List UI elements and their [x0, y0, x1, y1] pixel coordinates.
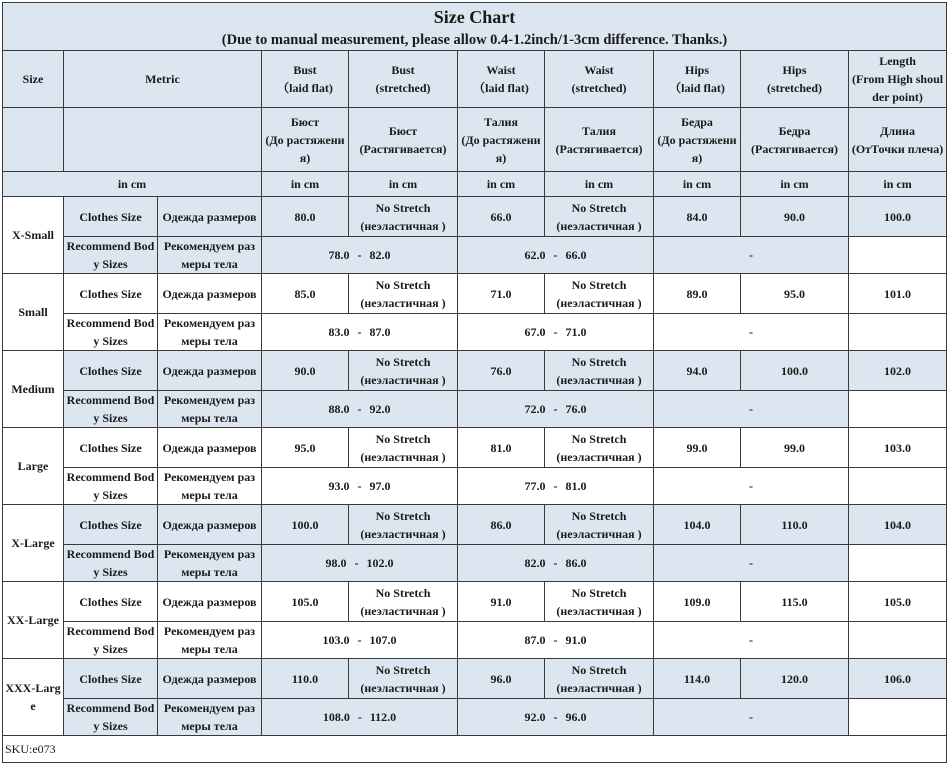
recommend-label-ru: Рекомендуем размеры тела	[158, 622, 262, 659]
header-ru-bust-stretched: Бюст (Растягивается)	[349, 108, 458, 172]
rec-bust-min: 98.0	[325, 556, 347, 570]
recommend-waist-range	[458, 622, 654, 659]
rec-waist-min: 67.0	[524, 325, 546, 339]
waist-flat-value: 66.0	[458, 197, 545, 237]
recommend-length-empty	[849, 545, 947, 582]
rec-waist-max: 96.0	[565, 710, 587, 724]
size-name: X-Large	[3, 505, 64, 582]
hips-flat-value: 99.0	[654, 428, 741, 468]
size-chart-table	[2, 2, 947, 763]
rec-waist-min: 92.0	[524, 710, 546, 724]
length-value: 102.0	[849, 351, 947, 391]
bust-no-stretch: No Stretch (неэластичная )	[349, 274, 458, 314]
bust-flat-value: 80.0	[262, 197, 349, 237]
header-ru-hips-stretched: Бедра (Растягивается)	[741, 108, 849, 172]
recommend-label: Recommend Body Sizes	[64, 622, 158, 659]
header-bust-stretched: Bust (stretched)	[349, 51, 458, 108]
recommend-length-empty	[849, 391, 947, 428]
sku-label: SKU:e073	[3, 736, 947, 763]
waist-no-stretch: No Stretch (неэластичная )	[545, 197, 654, 237]
recommend-label: Recommend Body Sizes	[64, 545, 158, 582]
header-hips-stretched: Hips (stretched)	[741, 51, 849, 108]
clothes-size-label: Clothes Size	[64, 351, 158, 391]
recommend-bust-range	[262, 699, 458, 736]
header-bust-flat: Bust （laid flat)	[262, 51, 349, 108]
unit-hips-stretched: in cm	[741, 172, 849, 197]
rec-waist-min: 82.0	[524, 556, 546, 570]
recommend-hips-dash: -	[654, 314, 849, 351]
clothes-size-label-ru: Одежда размеров	[158, 197, 262, 237]
header-hips-flat: Hips （laid flat)	[654, 51, 741, 108]
recommend-waist-range	[458, 314, 654, 351]
size-name: XXX-Large	[3, 659, 64, 736]
rec-bust-min: 93.0	[328, 479, 350, 493]
recommend-label: Recommend Body Sizes	[64, 468, 158, 505]
chart-subtitle: (Due to manual measurement, please allow 0.4-1.2inch/1-3cm difference. Thanks.)	[3, 30, 947, 51]
rec-waist-max: 91.0	[565, 633, 587, 647]
bust-no-stretch: No Stretch (неэластичная )	[349, 197, 458, 237]
rec-bust-min: 88.0	[328, 402, 350, 416]
recommend-bust-range	[262, 237, 458, 274]
recommend-label: Recommend Body Sizes	[64, 237, 158, 274]
rec-waist-min: 77.0	[524, 479, 546, 493]
header-ru-waist-flat: Талия (До растяжения)	[458, 108, 545, 172]
clothes-size-label-ru: Одежда размеров	[158, 428, 262, 468]
size-name: XX-Large	[3, 582, 64, 659]
range-dash: -	[553, 633, 558, 647]
length-value: 105.0	[849, 582, 947, 622]
recommend-hips-dash: -	[654, 468, 849, 505]
waist-no-stretch: No Stretch (неэластичная )	[545, 582, 654, 622]
recommend-waist-range	[458, 468, 654, 505]
recommend-label-ru: Рекомендуем размеры тела	[158, 545, 262, 582]
header-ru-hips-flat: Бедра (До растяжения)	[654, 108, 741, 172]
bust-no-stretch: No Stretch (неэластичная )	[349, 505, 458, 545]
bust-flat-value: 95.0	[262, 428, 349, 468]
waist-no-stretch: No Stretch (неэластичная )	[545, 351, 654, 391]
range-dash: -	[553, 479, 558, 493]
bust-flat-value: 105.0	[262, 582, 349, 622]
length-value: 106.0	[849, 659, 947, 699]
hips-stretched-value: 110.0	[741, 505, 849, 545]
recommend-bust-range	[262, 391, 458, 428]
range-dash: -	[553, 325, 558, 339]
bust-no-stretch: No Stretch (неэластичная )	[349, 428, 458, 468]
hips-stretched-value: 95.0	[741, 274, 849, 314]
range-dash: -	[357, 325, 362, 339]
rec-bust-min: 83.0	[328, 325, 350, 339]
bust-flat-value: 100.0	[262, 505, 349, 545]
bust-flat-value: 90.0	[262, 351, 349, 391]
rec-bust-max: 107.0	[369, 633, 397, 647]
recommend-label: Recommend Body Sizes	[64, 699, 158, 736]
length-value: 104.0	[849, 505, 947, 545]
rec-waist-max: 81.0	[565, 479, 587, 493]
recommend-waist-range	[458, 237, 654, 274]
hips-flat-value: 109.0	[654, 582, 741, 622]
header-ru-length: Длина (ОтТочки плеча)	[849, 108, 947, 172]
clothes-size-label: Clothes Size	[64, 274, 158, 314]
rec-bust-min: 103.0	[322, 633, 350, 647]
waist-flat-value: 96.0	[458, 659, 545, 699]
range-dash: -	[553, 710, 558, 724]
waist-no-stretch: No Stretch (неэластичная )	[545, 659, 654, 699]
length-value: 103.0	[849, 428, 947, 468]
unit-bust-flat: in cm	[262, 172, 349, 197]
unit-bust-stretched: in cm	[349, 172, 458, 197]
bust-no-stretch: No Stretch (неэластичная )	[349, 351, 458, 391]
hips-stretched-value: 100.0	[741, 351, 849, 391]
recommend-label-ru: Рекомендуем размеры тела	[158, 468, 262, 505]
range-dash: -	[354, 556, 359, 570]
waist-flat-value: 71.0	[458, 274, 545, 314]
rec-waist-max: 66.0	[565, 248, 587, 262]
header-size: Size	[3, 51, 64, 108]
hips-stretched-value: 120.0	[741, 659, 849, 699]
recommend-label-ru: Рекомендуем размеры тела	[158, 391, 262, 428]
recommend-hips-dash: -	[654, 699, 849, 736]
recommend-bust-range	[262, 468, 458, 505]
size-name: X-Small	[3, 197, 64, 274]
recommend-hips-dash: -	[654, 545, 849, 582]
rec-bust-max: 92.0	[369, 402, 391, 416]
range-dash: -	[357, 633, 362, 647]
hips-stretched-value: 115.0	[741, 582, 849, 622]
clothes-size-label: Clothes Size	[64, 582, 158, 622]
hips-flat-value: 104.0	[654, 505, 741, 545]
clothes-size-label-ru: Одежда размеров	[158, 274, 262, 314]
rec-waist-min: 72.0	[524, 402, 546, 416]
header-waist-flat: Waist （laid flat)	[458, 51, 545, 108]
clothes-size-label-ru: Одежда размеров	[158, 351, 262, 391]
hips-flat-value: 89.0	[654, 274, 741, 314]
waist-flat-value: 91.0	[458, 582, 545, 622]
length-value: 100.0	[849, 197, 947, 237]
recommend-label-ru: Рекомендуем размеры тела	[158, 237, 262, 274]
hips-stretched-value: 99.0	[741, 428, 849, 468]
header-ru-waist-stretched: Талия (Растягивается)	[545, 108, 654, 172]
header-waist-stretched: Waist (stretched)	[545, 51, 654, 108]
hips-flat-value: 114.0	[654, 659, 741, 699]
clothes-size-label: Clothes Size	[64, 197, 158, 237]
bust-flat-value: 85.0	[262, 274, 349, 314]
clothes-size-label: Clothes Size	[64, 659, 158, 699]
unit-metric: in cm	[3, 172, 262, 197]
header-ru-size-empty	[3, 108, 64, 172]
size-name: Large	[3, 428, 64, 505]
rec-bust-min: 108.0	[322, 710, 350, 724]
range-dash: -	[357, 248, 362, 262]
waist-flat-value: 86.0	[458, 505, 545, 545]
rec-waist-min: 62.0	[524, 248, 546, 262]
recommend-hips-dash: -	[654, 237, 849, 274]
recommend-label-ru: Рекомендуем размеры тела	[158, 314, 262, 351]
recommend-bust-range	[262, 545, 458, 582]
unit-waist-stretched: in cm	[545, 172, 654, 197]
recommend-length-empty	[849, 622, 947, 659]
recommend-bust-range	[262, 622, 458, 659]
recommend-bust-range	[262, 314, 458, 351]
range-dash: -	[553, 248, 558, 262]
rec-waist-min: 87.0	[524, 633, 546, 647]
recommend-length-empty	[849, 468, 947, 505]
clothes-size-label: Clothes Size	[64, 428, 158, 468]
unit-length: in cm	[849, 172, 947, 197]
clothes-size-label-ru: Одежда размеров	[158, 582, 262, 622]
header-metric: Metric	[64, 51, 262, 108]
recommend-hips-dash: -	[654, 391, 849, 428]
range-dash: -	[357, 710, 362, 724]
header-ru-bust-flat: Бюст (До растяжения)	[262, 108, 349, 172]
rec-waist-max: 71.0	[565, 325, 587, 339]
chart-title: Size Chart	[3, 3, 947, 31]
length-value: 101.0	[849, 274, 947, 314]
clothes-size-label-ru: Одежда размеров	[158, 505, 262, 545]
waist-no-stretch: No Stretch (неэластичная )	[545, 428, 654, 468]
recommend-waist-range	[458, 391, 654, 428]
hips-flat-value: 94.0	[654, 351, 741, 391]
recommend-length-empty	[849, 237, 947, 274]
rec-bust-max: 82.0	[369, 248, 391, 262]
recommend-length-empty	[849, 699, 947, 736]
rec-bust-max: 97.0	[369, 479, 391, 493]
waist-flat-value: 76.0	[458, 351, 545, 391]
range-dash: -	[357, 479, 362, 493]
recommend-label: Recommend Body Sizes	[64, 391, 158, 428]
header-length: Length (From High shoulder point)	[849, 51, 947, 108]
recommend-waist-range	[458, 699, 654, 736]
range-dash: -	[553, 402, 558, 416]
recommend-hips-dash: -	[654, 622, 849, 659]
hips-flat-value: 84.0	[654, 197, 741, 237]
recommend-label: Recommend Body Sizes	[64, 314, 158, 351]
clothes-size-label: Clothes Size	[64, 505, 158, 545]
size-name: Small	[3, 274, 64, 351]
range-dash: -	[357, 402, 362, 416]
size-name: Medium	[3, 351, 64, 428]
hips-stretched-value: 90.0	[741, 197, 849, 237]
rec-waist-max: 86.0	[565, 556, 587, 570]
unit-waist-flat: in cm	[458, 172, 545, 197]
rec-bust-max: 112.0	[369, 710, 397, 724]
waist-flat-value: 81.0	[458, 428, 545, 468]
header-ru-metric-empty	[64, 108, 262, 172]
range-dash: -	[553, 556, 558, 570]
waist-no-stretch: No Stretch (неэластичная )	[545, 505, 654, 545]
rec-waist-max: 76.0	[565, 402, 587, 416]
unit-hips-flat: in cm	[654, 172, 741, 197]
recommend-length-empty	[849, 314, 947, 351]
bust-flat-value: 110.0	[262, 659, 349, 699]
bust-no-stretch: No Stretch (неэластичная )	[349, 659, 458, 699]
clothes-size-label-ru: Одежда размеров	[158, 659, 262, 699]
waist-no-stretch: No Stretch (неэластичная )	[545, 274, 654, 314]
recommend-waist-range	[458, 545, 654, 582]
rec-bust-min: 78.0	[328, 248, 350, 262]
recommend-label-ru: Рекомендуем размеры тела	[158, 699, 262, 736]
bust-no-stretch: No Stretch (неэластичная )	[349, 582, 458, 622]
rec-bust-max: 102.0	[366, 556, 394, 570]
rec-bust-max: 87.0	[369, 325, 391, 339]
